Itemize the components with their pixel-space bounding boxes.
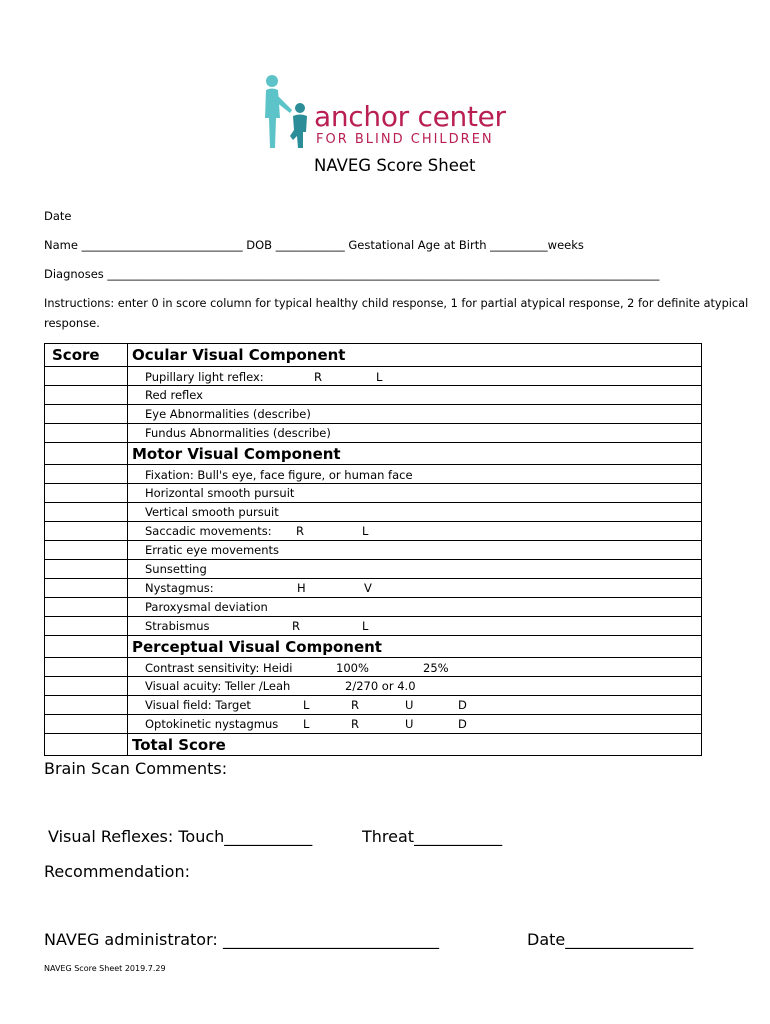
table-row — [45, 714, 701, 734]
horizontal-marker: H — [297, 581, 306, 595]
anchor-center-logo — [262, 74, 532, 154]
visual-acuity-label: Visual acuity: Teller /Leah — [145, 679, 291, 693]
right-marker: R — [351, 717, 359, 731]
table-row — [45, 366, 701, 386]
visual-field-label: Visual field: Target — [145, 698, 251, 712]
section-row-perceptual — [45, 635, 701, 658]
horizontal-pursuit-label: Horizontal smooth pursuit — [145, 486, 295, 500]
table-row — [45, 483, 701, 503]
eye-abnormalities-label: Eye Abnormalities (describe) — [145, 407, 311, 421]
right-marker: R — [351, 698, 359, 712]
red-reflex-label: Red reflex — [145, 388, 203, 402]
left-eye-marker: L — [376, 370, 383, 384]
contrast-sensitivity-label: Contrast sensitivity: Heidi — [145, 661, 293, 675]
instructions-text: Instructions: enter 0 in score column for typical healthy child response, 1 for partial atypical response, 2 for definite atypical — [44, 297, 749, 310]
table-row — [45, 695, 701, 715]
pupillary-reflex-label: Pupillary light reflex: — [145, 370, 264, 384]
contrast-value-25: 25% — [423, 661, 449, 675]
table-row — [45, 597, 701, 617]
fixation-label: Fixation: Bull's eye, face figure, or human face — [145, 468, 413, 482]
acuity-value: 2/270 or 4.0 — [345, 679, 416, 693]
table-row — [45, 385, 701, 405]
right-eye-marker: R — [314, 370, 322, 384]
table-row — [45, 540, 701, 560]
vertical-marker: V — [364, 581, 372, 595]
total-score-label: Total Score — [132, 736, 226, 754]
left-marker: L — [303, 717, 310, 731]
up-marker: U — [405, 717, 414, 731]
table-row — [45, 521, 701, 541]
adult-child-figure-icon — [262, 74, 318, 154]
logo-name: anchor center — [314, 100, 506, 133]
table-row — [45, 423, 701, 443]
threat-line: Threat___________ — [362, 827, 503, 846]
page-title: NAVEG Score Sheet — [314, 156, 476, 175]
up-marker: U — [405, 698, 414, 712]
right-eye-marker: R — [292, 619, 300, 633]
section-row-ocular — [45, 344, 701, 366]
table-row — [45, 578, 701, 598]
section-row-total — [45, 733, 701, 756]
footer-text: NAVEG Score Sheet 2019.7.29 — [44, 964, 166, 973]
erratic-movements-label: Erratic eye movements — [145, 543, 280, 557]
diagnoses-line: Diagnoses ________________________________________________________________________________________________ — [44, 267, 660, 281]
instructions-text-continued: response. — [44, 316, 100, 330]
table-row — [45, 559, 701, 579]
right-eye-marker: R — [296, 524, 304, 538]
table-row — [45, 502, 701, 522]
table-row — [45, 616, 701, 636]
recommendation-label: Recommendation: — [44, 862, 190, 881]
table-row — [45, 464, 701, 484]
section-perceptual-label: Perceptual Visual Component — [132, 638, 382, 656]
visual-reflexes-touch-line: Visual Reflexes: Touch___________ — [48, 827, 313, 846]
fundus-abnormalities-label: Fundus Abnormalities (describe) — [145, 426, 331, 440]
left-marker: L — [303, 698, 310, 712]
date-signature-line: Date________________ — [527, 930, 694, 949]
section-motor-label: Motor Visual Component — [132, 445, 341, 463]
brain-scan-comments-label: Brain Scan Comments: — [44, 759, 228, 778]
table-row — [45, 404, 701, 424]
down-marker: D — [458, 698, 467, 712]
left-eye-marker: L — [362, 619, 369, 633]
name-dob-gestational-line: Name ____________________________ DOB ____________ Gestational Age at Birth __________weeks — [44, 238, 584, 252]
nystagmus-label: Nystagmus: — [145, 581, 214, 595]
naveg-administrator-label: NAVEG administrator: — [44, 930, 218, 949]
administrator-signature-line: ___________________________ — [223, 930, 439, 949]
section-row-motor — [45, 442, 701, 465]
vertical-pursuit-label: Vertical smooth pursuit — [145, 505, 279, 519]
logo-tagline: FOR BLIND CHILDREN — [316, 132, 494, 147]
down-marker: D — [458, 717, 467, 731]
optokinetic-nystagmus-label: Optokinetic nystagmus — [145, 717, 279, 731]
score-header: Score — [52, 346, 100, 364]
date-label: Date — [44, 209, 72, 223]
left-eye-marker: L — [362, 524, 369, 538]
saccadic-movements-label: Saccadic movements: — [145, 524, 272, 538]
contrast-value-100: 100% — [336, 661, 369, 675]
sunsetting-label: Sunsetting — [145, 562, 207, 576]
strabismus-label: Strabismus — [145, 619, 210, 633]
section-ocular-label: Ocular Visual Component — [132, 346, 346, 364]
table-row — [45, 657, 701, 677]
table-row — [45, 676, 701, 696]
paroxysmal-deviation-label: Paroxysmal deviation — [145, 600, 268, 614]
score-table — [44, 343, 702, 756]
